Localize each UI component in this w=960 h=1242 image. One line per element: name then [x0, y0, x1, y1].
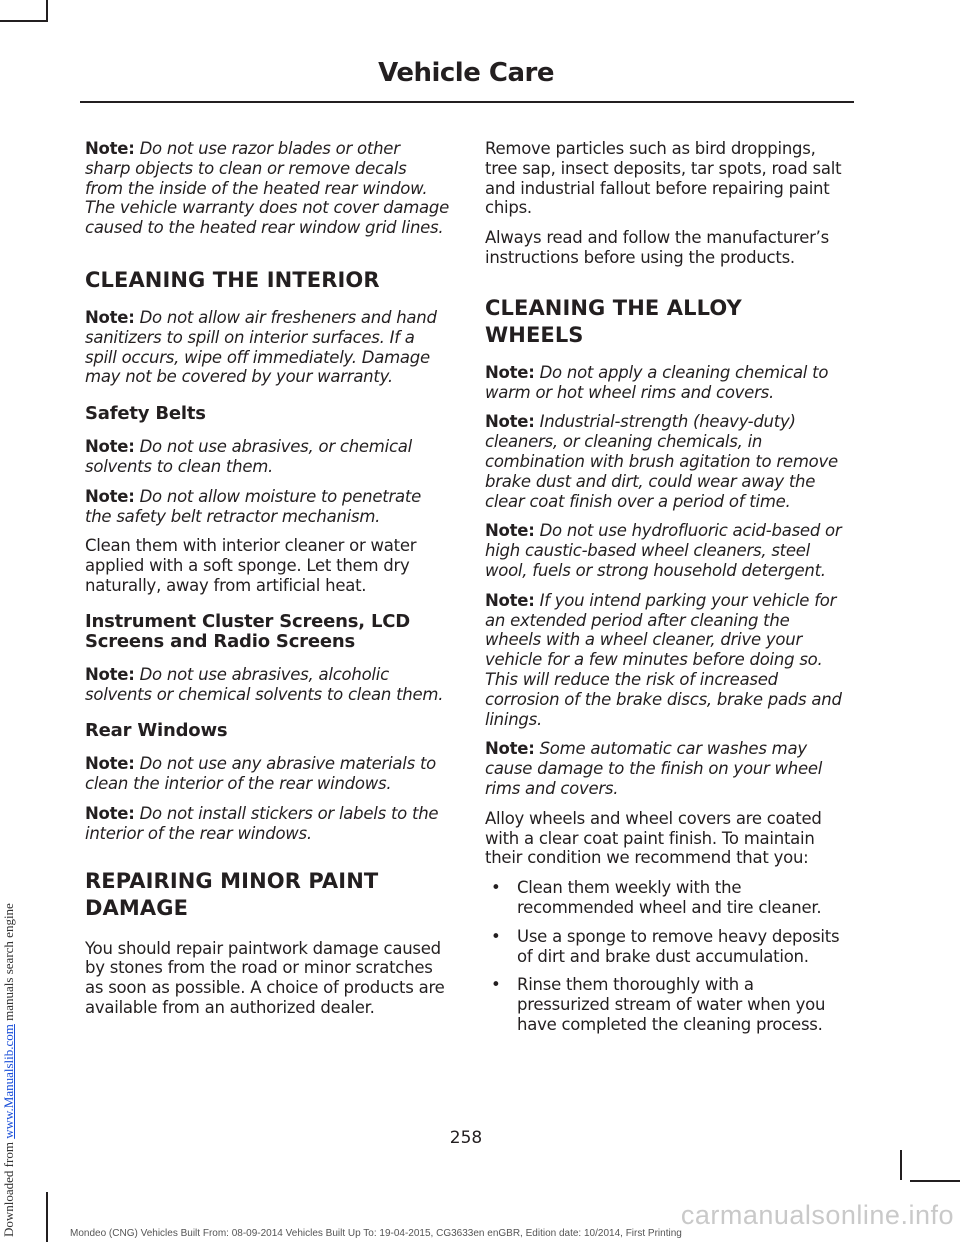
- note-razor-blades: Note: Do not use razor blades or other sharp objects to clean or remove decals from the inside of the heated rear window. The vehicle warranty does not cover damage caused to the heated rear window grid lines.: [85, 139, 449, 238]
- heading-safety-belts: Safety Belts: [85, 403, 206, 425]
- note-warm-rims: Note: Do not apply a cleaning chemical to warm or hot wheel rims and covers.: [485, 362, 829, 402]
- note-rear-windows-stickers: Note: Do not install stickers or labels to the interior of the rear windows.: [85, 803, 439, 843]
- watermark: carmanualsonline.info: [680, 1200, 954, 1230]
- list-item: • Clean them weekly with the recommended wheel and tire cleaner.: [491, 878, 822, 917]
- para-clean-belts: Clean them with interior cleaner or water applied with a soft sponge. Let them dry naturally, away from artificial heat.: [85, 536, 417, 595]
- bullet-icon: •: [491, 878, 501, 898]
- download-notice: Downloaded from www.Manualslib.com manuals search engine: [1, 903, 16, 1237]
- note-moisture: Note: Do not allow moisture to penetrate the safety belt retractor mechanism.: [85, 486, 421, 526]
- manualslib-link[interactable]: www.Manualslib.com: [1, 1024, 16, 1139]
- bullet-list: [485, 878, 849, 1035]
- crop-mark: [900, 1150, 902, 1180]
- bullet-icon: •: [491, 926, 501, 946]
- note-rear-windows-abrasive: Note: Do not use any abrasive materials to clean the interior of the rear windows.: [85, 754, 437, 794]
- para-remove-particles: Remove particles such as bird droppings, tree sap, insect deposits, tar spots, road salt and industrial fallout before repairing paint chips.: [485, 139, 842, 218]
- header-divider: [80, 101, 854, 103]
- crop-mark: [910, 1180, 960, 1182]
- note-air-fresheners: Note: Do not allow air fresheners and hand sanitizers to spill on interior surfaces. If a spill occurs, wipe off immediately. Damage may not be covered by your warranty.: [85, 307, 437, 387]
- note-abrasives: Note: Do not use abrasives, or chemical solvents to clean them.: [85, 437, 412, 476]
- note-screens: Note: Do not use abrasives, alcoholic solvents or chemical solvents to clean them.: [85, 664, 444, 704]
- heading-alloy-wheels: CLEANING THE ALLOY WHEELS: [485, 295, 742, 347]
- crop-mark: [46, 0, 48, 22]
- crop-mark: [46, 1192, 48, 1242]
- page-title: Vehicle Care: [378, 58, 554, 88]
- bullet-icon: •: [491, 975, 501, 995]
- crop-mark: [0, 20, 48, 22]
- heading-cleaning-interior: CLEANING THE INTERIOR: [85, 267, 380, 292]
- list-item: • Use a sponge to remove heavy deposits of dirt and brake dust accumulation.: [491, 926, 840, 966]
- heading-repairing-paint: REPAIRING MINOR PAINT DAMAGE: [85, 868, 379, 920]
- para-repair-paint: You should repair paintwork damage caused by stones from the road or minor scratches as soon as possible. A choice of products are available from an authorized dealer.: [85, 938, 445, 1017]
- left-column: [85, 139, 449, 1028]
- footer-edition-info: Mondeo (CNG) Vehicles Built From: 08-09-2014 Vehicles Built Up To: 19-04-2015, CG3633en enGBR, Edition date: 10/2014, First Printing: [70, 1228, 682, 1239]
- right-column: [485, 139, 849, 1044]
- heading-screens: Instrument Cluster Screens, LCD Screens and Radio Screens: [85, 610, 411, 652]
- para-manufacturer-instructions: Always read and follow the manufacturer’s instructions before using the products.: [485, 228, 829, 267]
- note-parking: Note: If you intend parking your vehicle for an extended period after cleaning the wheels with a wheel cleaner, drive your vehicle for a few minutes before doing so. This will reduce the risk of increased corrosion of the brake discs, brake pads and linings.: [485, 590, 842, 729]
- list-item: • Rinse them thoroughly with a pressurized stream of water when you have completed the cleaning process.: [491, 975, 826, 1034]
- note-car-washes: Note: Some automatic car washes may cause damage to the finish on your wheel rims and covers.: [485, 739, 823, 798]
- page-number: 258: [449, 1128, 483, 1148]
- note-hydrofluoric: Note: Do not use hydrofluoric acid-based or high caustic-based wheel cleaners, steel wool, fuels or strong household detergent.: [485, 521, 842, 580]
- note-industrial-cleaners: Note: Industrial-strength (heavy-duty) cleaners, or cleaning chemicals, in combination with brush agitation to remove brake dust and dirt, could wear away the clear coat finish over a period of time.: [485, 412, 838, 511]
- para-alloy-coated: Alloy wheels and wheel covers are coated with a clear coat paint finish. To maintain their condition we recommend that you:: [485, 808, 822, 868]
- heading-rear-windows: Rear Windows: [85, 720, 228, 742]
